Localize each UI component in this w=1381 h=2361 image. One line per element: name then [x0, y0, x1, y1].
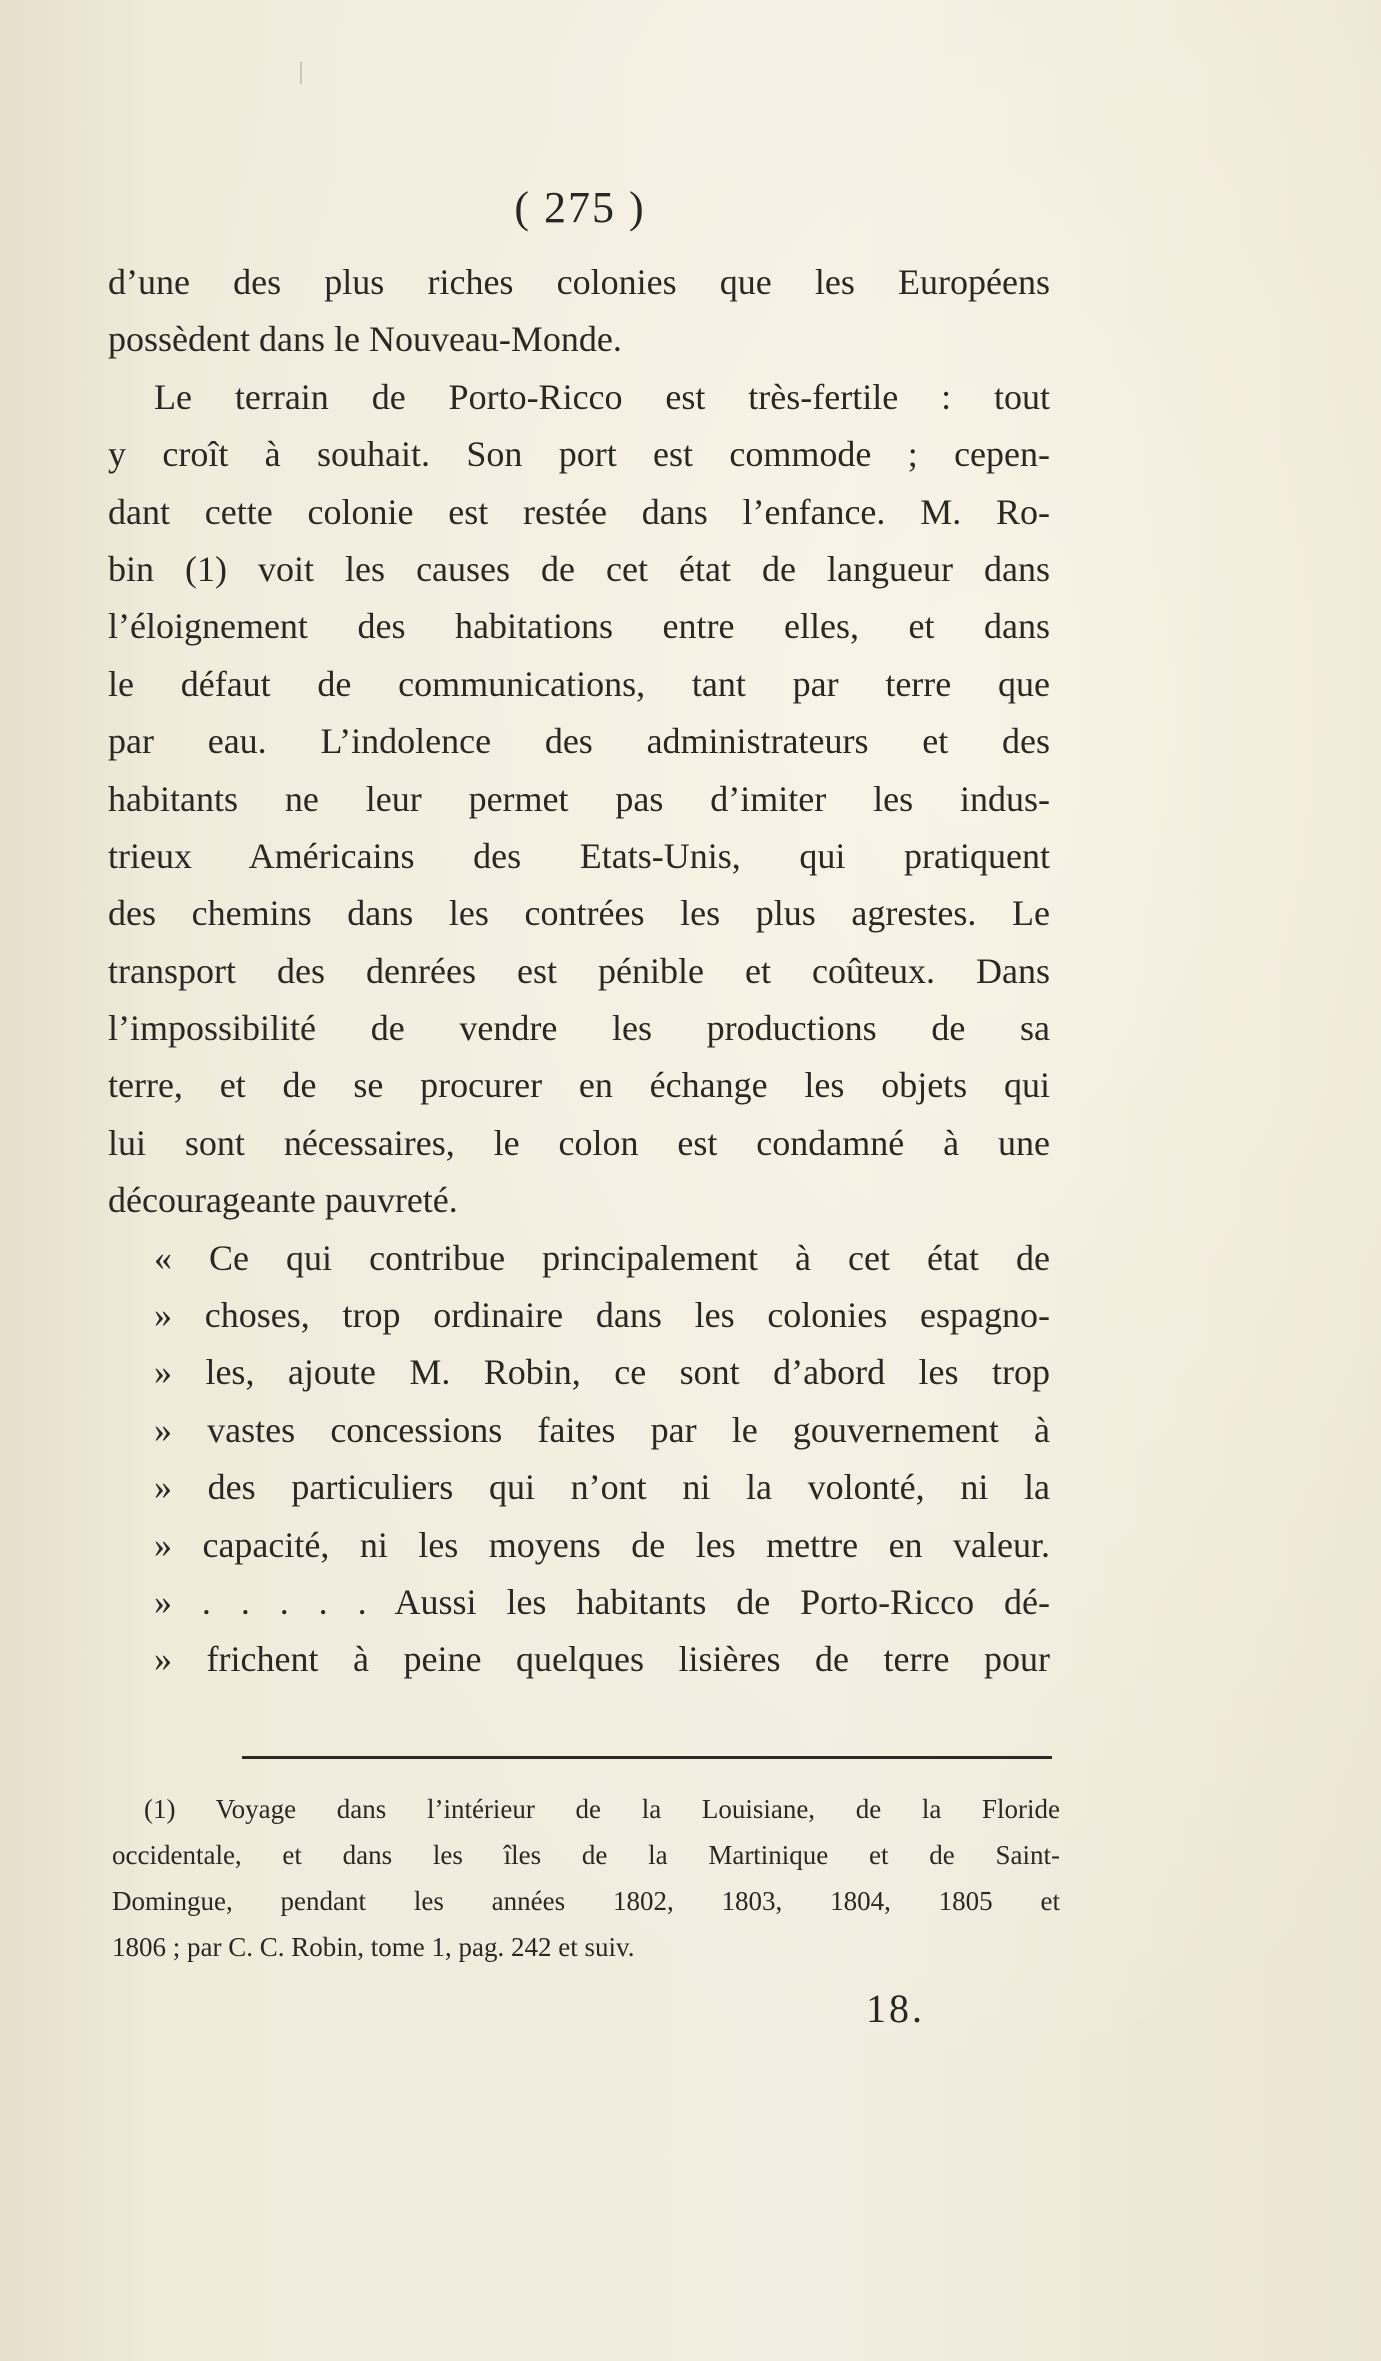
text-line: y croît à souhait. Son port est commode ; cepen- [108, 434, 1050, 475]
text-line: bin (1) voit les causes de cet état de langueur dans [108, 548, 1050, 589]
quote-line: » des particuliers qui n’ont ni la volonté, ni la [154, 1467, 1050, 1508]
quote-start-line: « Ce qui contribue principalement à cet état de [154, 1237, 1050, 1278]
quote-line: » . . . . . Aussi les habitants de Porto-Ricco dé- [154, 1581, 1050, 1622]
text-line: d’une des plus riches colonies que les Européens [108, 262, 1050, 302]
page-blemish [300, 62, 302, 84]
quote-line: » choses, trop ordinaire dans les colonies espagno- [154, 1295, 1050, 1336]
text-line: transport des denrées est pénible et coûteux. Dans [108, 950, 1050, 991]
footnote-rule [242, 1756, 1052, 1759]
quote-line: » les, ajoute M. Robin, ce sont d’abord les trop [154, 1352, 1050, 1393]
quote-line: » capacité, ni les moyens de les mettre en valeur. [154, 1524, 1050, 1565]
footnote-line: (1) Voyage dans l’intérieur de la Louisiane, de la Floride [144, 1794, 1060, 1824]
footnote-line: 1806 ; par C. C. Robin, tome 1, pag. 242 et suiv. [112, 1932, 635, 1962]
quote-line: » frichent à peine quelques lisières de terre pour [154, 1639, 1050, 1680]
text-line: possèdent dans le Nouveau-Monde. [108, 319, 622, 360]
text-line: des chemins dans les contrées les plus agrestes. Le [108, 893, 1050, 934]
signature-mark: 18. [866, 1986, 925, 2031]
text-line: l’éloignement des habitations entre elles, et dans [108, 606, 1050, 647]
text-line: le défaut de communications, tant par terre que [108, 663, 1050, 704]
text-line: l’impossibilité de vendre les productions de sa [108, 1008, 1050, 1049]
paragraph-start-line: Le terrain de Porto-Ricco est très-fertile : tout [154, 376, 1050, 417]
text-line: décourageante pauvreté. [108, 1180, 458, 1221]
footnote-line: Domingue, pendant les années 1802, 1803, 1804, 1805 et [112, 1886, 1060, 1916]
text-line: par eau. L’indolence des administrateurs et des [108, 721, 1050, 762]
text-line: habitants ne leur permet pas d’imiter les indus- [108, 778, 1050, 819]
text-line: trieux Américains des Etats-Unis, qui pratiquent [108, 835, 1050, 876]
footnote-line: occidentale, et dans les îles de la Martinique et de Saint- [112, 1840, 1060, 1870]
footnote [112, 1786, 1060, 1970]
quote-line: » vastes concessions faites par le gouvernement à [154, 1409, 1050, 1450]
text-line: dant cette colonie est restée dans l’enfance. M. Ro- [108, 491, 1050, 532]
text-line: terre, et de se procurer en échange les objets qui [108, 1065, 1050, 1106]
page-number: ( 275 ) [514, 183, 646, 232]
text-line: lui sont nécessaires, le colon est condamné à une [108, 1122, 1050, 1163]
body-text [108, 254, 1050, 1689]
